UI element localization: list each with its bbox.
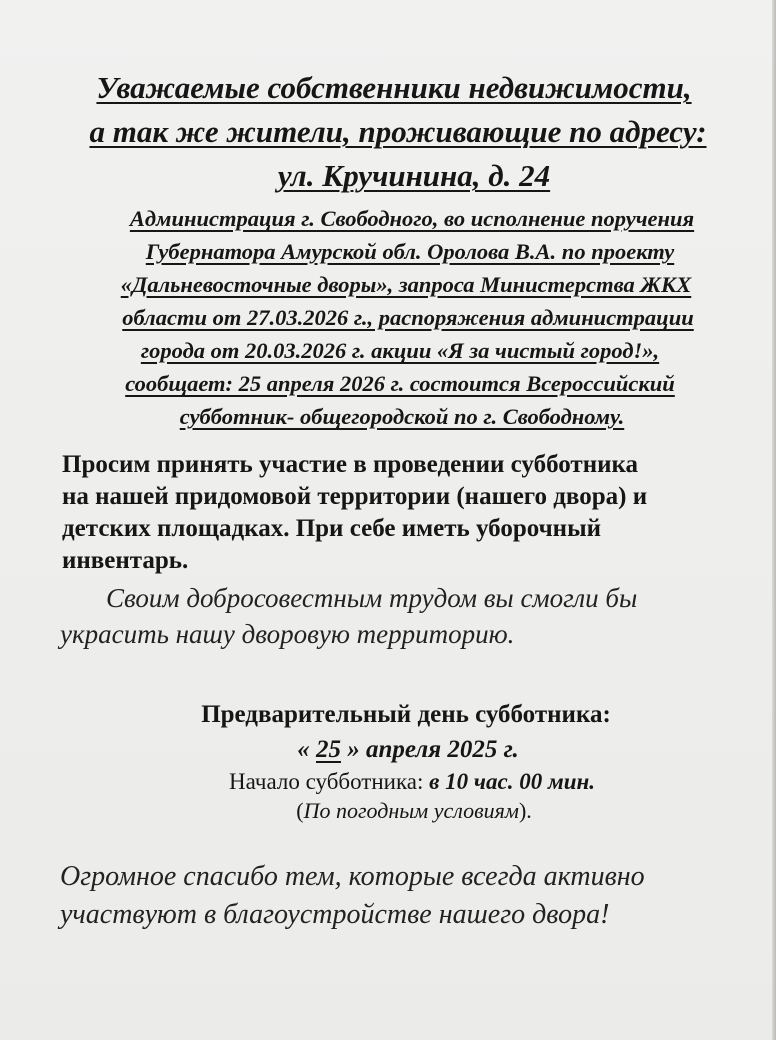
encouragement-line-1: Своим добросовестным трудом вы смогли бы [106,583,638,613]
request-line-1: Просим принять участие в проведении субботника [62,451,639,478]
request-line-4: инвентарь. [62,547,189,574]
notice-line-2: Губернатора Амурской обл. Оролова В.А. по проекту [145,239,675,264]
notice-line-6: сообщает: 25 апреля 2026 г. состоится Всероссийский [125,371,675,396]
schedule-start [24,770,776,793]
weather-note: По погодным условиям [303,798,519,823]
notice-line-7: субботник- общегородской по г. Свободному. [179,404,625,429]
start-time: в 10 час. 00 мин. [429,769,596,794]
date-close-quote: » [347,736,360,763]
notice-line-5: города от 20.03.2026 г. акции «Я за чистый город!», [140,338,660,363]
heading-line-1: Уважаемые собственники недвижимости, [96,70,692,105]
thanks-line-2: участвуют в благоустройстве нашего двора! [60,899,610,930]
heading-line-2: а так же жители, проживающие по адресу: [89,114,707,149]
schedule-weather [26,800,776,822]
schedule-title: Предварительный день субботника: [201,701,611,728]
date-rest: апреля 2025 г. [366,736,519,763]
date-open-quote: « [297,736,310,763]
date-day: 25 [316,736,341,763]
request-line-2: на нашей придомовой территории (нашего двора) и [62,483,648,510]
weather-close: ). [518,798,532,823]
notice-line-1: Администрация г. Свободного, во исполнение поручения [129,206,695,231]
paper-edge [772,0,776,1040]
start-label: Начало субботника: [228,769,424,794]
notice-line-3: «Дальневосточные дворы», запроса Министерства ЖКХ [120,272,692,297]
thanks-line-1: Огромное спасибо тем, которые всегда активно [60,861,645,892]
notice-line-4: области от 27.03.2026 г., распоряжения администрации [122,305,694,330]
request-line-3: детских площадках. При себе иметь уборочный [62,515,602,542]
heading-address: ул. Кручинина, д. 24 [277,158,551,193]
schedule-date [20,737,776,762]
weather-open: ( [296,798,304,823]
encouragement-line-2: украсить нашу дворовую территорию. [60,619,515,649]
